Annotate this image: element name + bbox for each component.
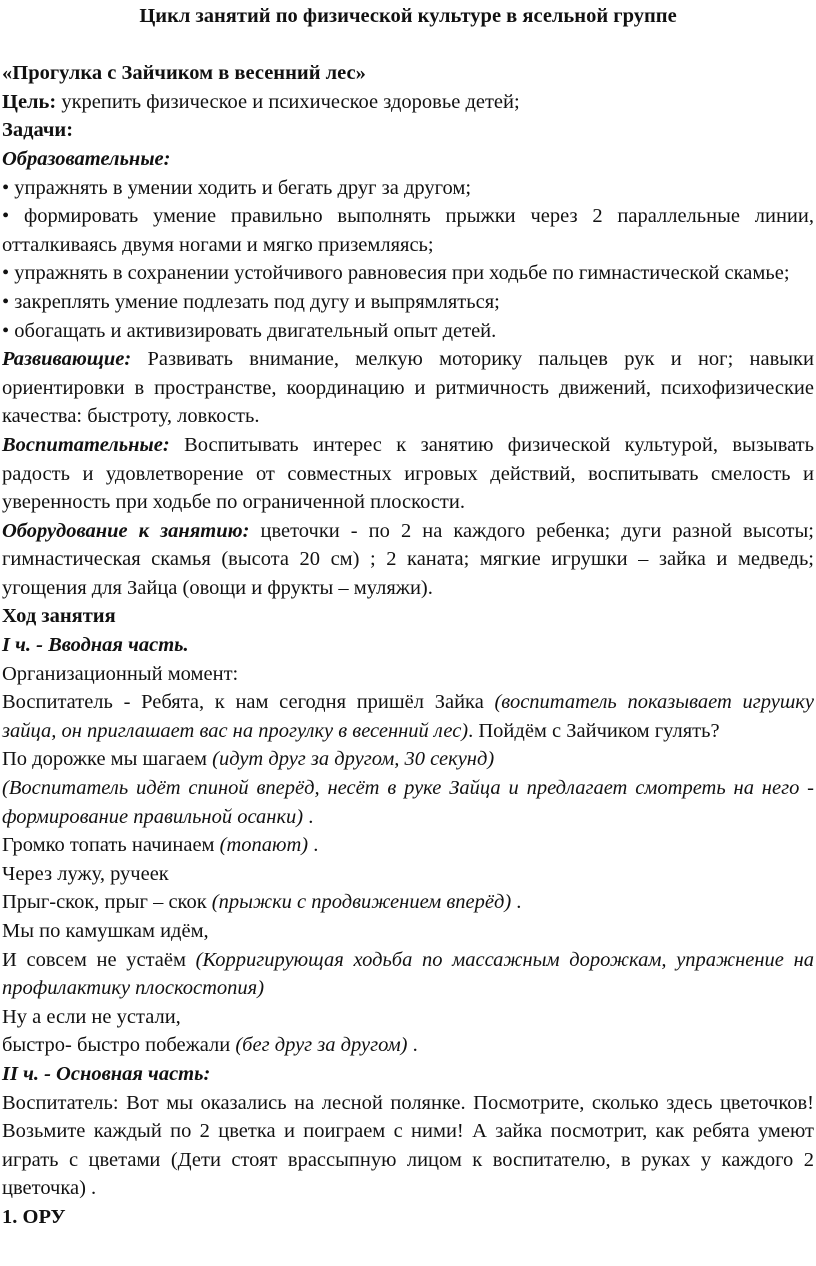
line-text: быстро- быстро побежали xyxy=(2,1034,236,1057)
educational-item: • упражнять в умении ходить и бегать друг за другом; xyxy=(2,176,472,199)
part1-line: Мы по камушкам идём, xyxy=(2,920,209,942)
part1-line xyxy=(2,745,814,774)
equipment-text: цветочки - по 2 на каждого ребенка; дуги разной высоты; гимнастическая скамья (высота 20 см) ; 2 каната; мягкие игрушки – зайка и медведь; угощения для Зайца (овощи и фрукты – муляжи). xyxy=(2,519,814,599)
upbringing-paragraph xyxy=(2,431,814,517)
line-text: По дорожке мы шагаем xyxy=(2,748,213,771)
developing-paragraph xyxy=(2,345,814,431)
educational-item: • обогащать и активизировать двигательный опыт детей. xyxy=(2,319,497,342)
part2-paragraph: Воспитатель: Вот мы оказались на лесной полянке. Посмотрите, сколько здесь цветочков! Возьмите каждый по 2 цветка и поиграем с ними! А зайка посмотрит, как ребята умеют играть с цветами (Дети стоят врассыпную лицом к воспитателю, в руках у каждого 2 цветочка) . xyxy=(2,1091,814,1200)
equipment-label: Оборудование к занятию: xyxy=(2,519,250,542)
line-text: Воспитатель - Ребята, к нам сегодня пришёл Зайка xyxy=(2,691,495,714)
part1-line xyxy=(2,831,814,860)
educational-heading: Образовательные: xyxy=(2,147,171,170)
equipment-paragraph xyxy=(2,517,814,603)
line-remark: (воспитатель показывает игрушку зайца, он приглашает вас на прогулку в весенний лес) xyxy=(2,691,814,742)
part1-line xyxy=(2,688,814,745)
goal-label: Цель: xyxy=(2,90,57,113)
line-remark: (бег друг за другом) xyxy=(235,1034,408,1057)
line-text: . xyxy=(303,805,314,828)
line-text: . xyxy=(511,891,522,914)
educational-item: • упражнять в сохранении устойчивого равновесия при ходьбе по гимнастической скамье; xyxy=(2,262,790,285)
developing-label: Развивающие: xyxy=(2,348,132,371)
line-text: . Пойдём с Зайчиком гулять? xyxy=(468,719,720,742)
part1-line xyxy=(2,774,814,831)
oru-heading: 1. ОРУ xyxy=(2,1205,66,1228)
line-remark: (топают) xyxy=(219,834,309,857)
educational-item: • закреплять умение подлезать под дугу и выпрямляться; xyxy=(2,290,500,313)
tasks-heading: Задачи: xyxy=(2,119,74,142)
line-remark: (Воспитатель идёт спиной вперёд, несёт в руке Зайца и предлагает смотреть на него - формирование правильной осанки) xyxy=(2,777,814,828)
part1-heading: I ч. - Вводная часть. xyxy=(2,634,189,657)
goal-paragraph xyxy=(2,88,814,117)
line-remark: (прыжки с продвижением вперёд) xyxy=(211,891,512,914)
goal-text: укрепить физическое и психическое здоровье детей; xyxy=(56,90,520,113)
line-remark: (Корригирующая ходьба по массажным дорожкам, упражнение на профилактику плоскостопия) xyxy=(2,948,814,1000)
part1-line xyxy=(2,946,814,1003)
developing-text: Развивать внимание, мелкую моторику пальцев рук и ног; навыки ориентировки в пространстве, координацию и ритмичность движений, психофизические качества: быстроту, ловкость. xyxy=(2,348,814,428)
part1-line: Через лужу, ручеек xyxy=(2,862,169,885)
line-remark: (идут друг за другом, 30 секунд) xyxy=(212,748,495,771)
lesson-title: «Прогулка с Зайчиком в весенний лес» xyxy=(2,62,366,85)
part1-line xyxy=(2,1031,814,1060)
course-heading: Ход занятия xyxy=(2,605,116,628)
blank-line xyxy=(2,31,814,60)
document-title: Цикл занятий по физической культуре в ясельной группе xyxy=(139,5,677,27)
line-text: Громко топать начинаем xyxy=(2,834,220,857)
line-text: . xyxy=(308,834,319,857)
line-text: . xyxy=(407,1034,418,1057)
part2-heading: II ч. - Основная часть: xyxy=(2,1062,211,1085)
part1-line: Ну а если не устали, xyxy=(2,1005,181,1028)
upbringing-text: Воспитывать интерес к занятию физической культурой, вызывать радость и удовлетворение от совместных игровых действий, воспитывать смелость и уверенность при ходьбе по ограниченной плоскости. xyxy=(2,433,814,514)
part1-line xyxy=(2,888,814,917)
line-text: И совсем не устаём xyxy=(2,948,196,971)
educational-item: • формировать умение правильно выполнять прыжки через 2 параллельные линии, отталкиваясь двумя ногами и мягко приземляясь; xyxy=(2,205,814,256)
upbringing-label: Воспитательные: xyxy=(2,433,170,456)
line-text: Прыг-скок, прыг – скок xyxy=(2,891,212,914)
org-moment: Организационный момент: xyxy=(2,662,239,685)
